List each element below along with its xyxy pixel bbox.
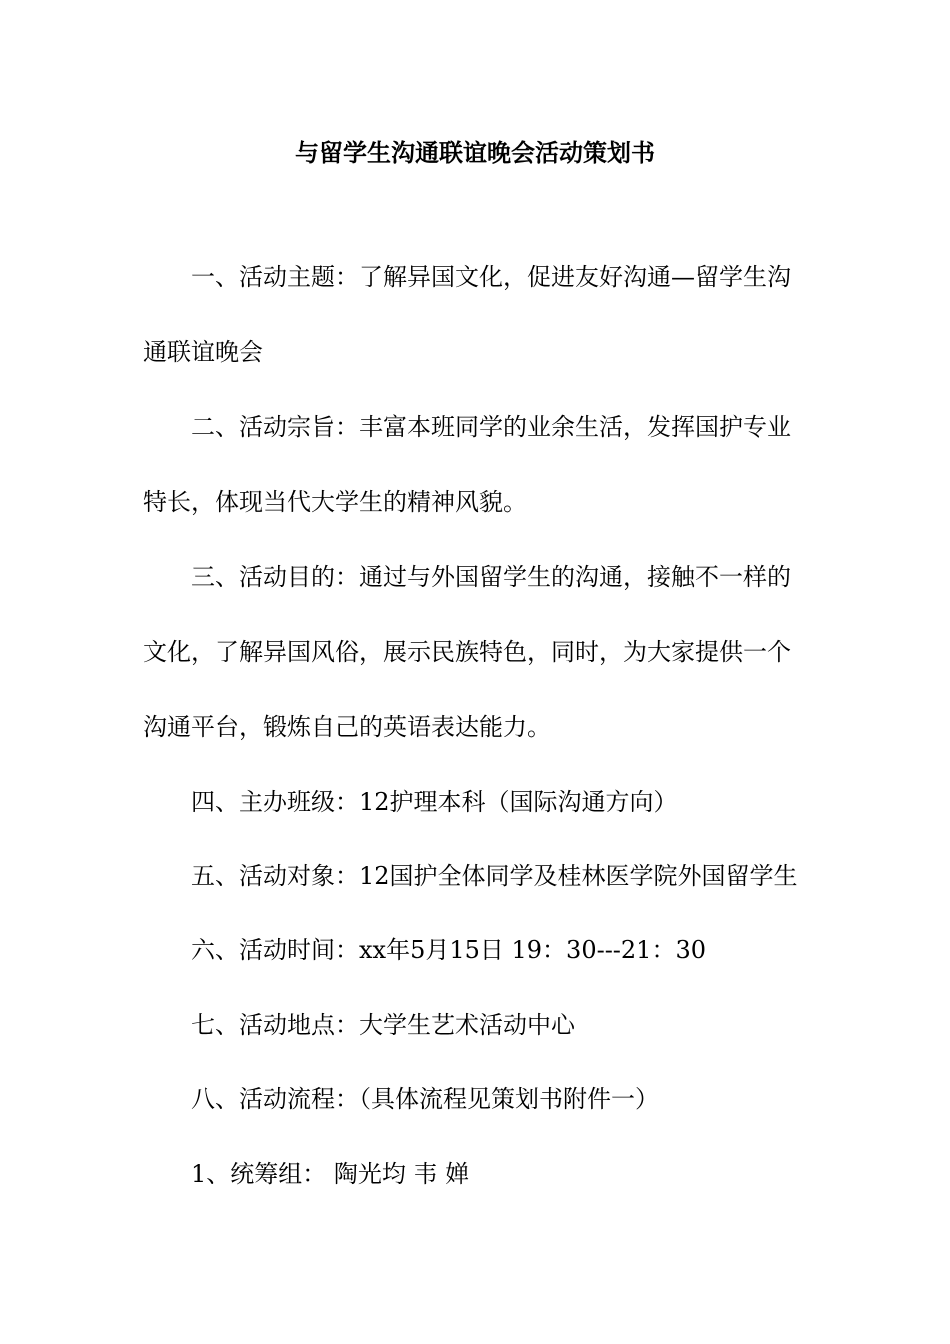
paragraph-purpose-line-1: 二、活动宗旨：丰富本班同学的业余生活，发挥国护专业 <box>191 413 791 441</box>
paragraph-goal-line-2: 文化，了解异国风俗，展示民族特色，同时，为大家提供一个 <box>143 638 791 666</box>
paragraph-participants: 五、活动对象：12国护全体同学及桂林医学院外国留学生 <box>191 862 798 890</box>
paragraph-organizer: 四、主办班级：12护理本科（国际沟通方向） <box>191 788 678 816</box>
document-title: 与留学生沟通联谊晚会活动策划书 <box>295 138 655 167</box>
paragraph-theme-line-1: 一、活动主题：了解异国文化，促进友好沟通—留学生沟 <box>191 263 791 291</box>
paragraph-purpose-line-2: 特长，体现当代大学生的精神风貌。 <box>143 488 527 516</box>
paragraph-goal-line-3: 沟通平台，锻炼自己的英语表达能力。 <box>143 713 551 741</box>
paragraph-location: 七、活动地点：大学生艺术活动中心 <box>191 1011 575 1039</box>
paragraph-process: 八、活动流程：（具体流程见策划书附件一） <box>191 1085 659 1113</box>
paragraph-coordination-group: 1、统筹组： 陶光均 韦 婵 <box>191 1160 470 1188</box>
paragraph-goal-line-1: 三、活动目的：通过与外国留学生的沟通，接触不一样的 <box>191 563 791 591</box>
paragraph-time: 六、活动时间：xx年5月15日 19：30---21：30 <box>191 936 706 964</box>
paragraph-theme-line-2: 通联谊晚会 <box>143 338 263 366</box>
